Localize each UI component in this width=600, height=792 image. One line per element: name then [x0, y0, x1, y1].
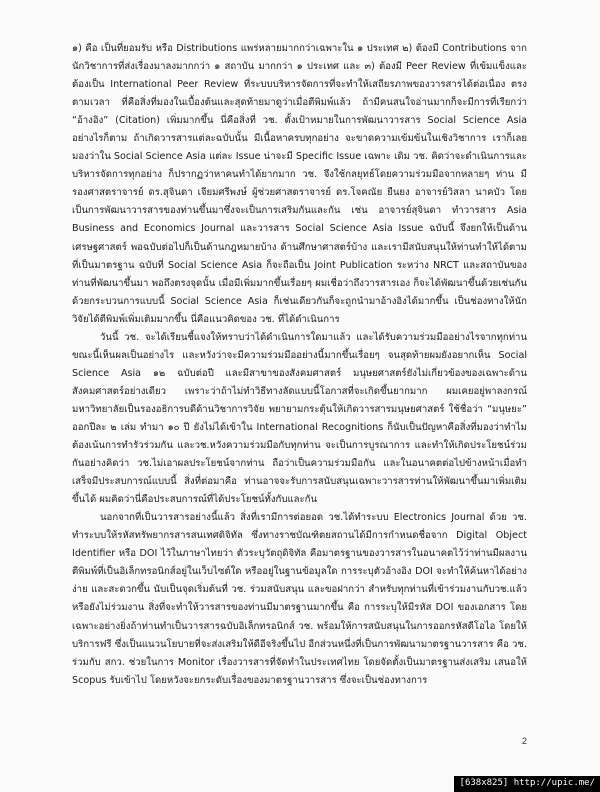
- paragraph-2: วันนี้ วช. จะได้เรียนชี้แจงให้ทราบว่าได้ดำเนินการใดมาแล้ว และได้รับความร่วมมืออย่างไรจากทุกท่าน ขณะนี้เห็นผลเป็นอย่างไร และหวังว่าจะมีความร่วมมืออย่างนี้มากขึ้นเรื่อยๆ จนสุดท้ายผมยังอยากเห็น Social Science Asia ๑๒ ฉบับต่อปี และมีสาขาของสังคมศาสตร์ มนุษยศาสตร์ยังไม่เกี่ยวข้องของเฉพาะด้านสังคมศาสตร์อย่างเดียว เพราะว่าถ้าไม่ทำวิธีทางลัดแบบนี้โอกาสที่จะเกิดขึ้นยากมาก ผมเคยอยู่พาลงกรณ์มหาวิทยาลัยเป็นรองอธิการบดีด้านวิชาการวิจัย พยายามกระตุ้นให้เกิดวารสารมนุษยศาสตร์ ใช้ชื่อว่า “มนุษยะ” ออกปีละ ๒ เล่ม ทำมา ๑๐ ปี ยังไม่ได้เข้าใน International Recognitions ก็นับเป็นปัญหาคือสิ่งที่มองว่าทำไมต้องเน้นการทำรัวร่วมกัน และวช.หวังความร่วมมือกับทุกท่าน จะเป็นการบูรณาการ และทำให้เกิดประโยชน์ร่วมกันอย่างคิดว่า วช.ไม่เอาผลประโยชน์จากท่าน ถือว่าเป็นความร่วมมือกัน และในอนาคตต่อไปข้างหน้าเมื่อทำเสร็จมีประสบการณ์แบบนี้ สิ่งที่ต่อมาคือ ท่านอาจจะรับการสนับสนุนเฉพาะวารสารท่านให้พัฒนาขึ้นมาเพิ่มเติมขึ้นได้ ผมคิดว่านี่คือประสบการณ์ที่ได้ประโยชน์ทั้งกับและกัน: [72, 331, 527, 506]
- paragraph-3: นอกจากที่เป็นวารสารอย่างนี้แล้ว สิ่งที่เรามีการต่อยอด วช.ได้ทำระบบ Electronics Journal ด้วย วช. ทำระบบให้รหัสทรัพยากรสารสนเทศดิจิทัล ซึ่งทางราชบัณฑิตยสถานได้มีการกำหนดชื่อจาก Digital Object Identifier หรือ DOI ไว้ในภาษาไทยว่า ตัวระบุวัตถุดิจิทัล คือมาตรฐานของวารสารในอนาคตไว้ว่าท่านมีผลงานตีพิมพ์ที่เป็นอิเล็กทรอนิกส์อยู่ในเว็บไซต์ใด หรืออยู่ในฐานข้อมูลใด การระบุตัวอ้างอิง DOI จะทำให้ค้นหาได้อย่างง่าย และสะดวกขึ้น นับเป็นจุดเริ่มต้นที่ วช. ร่วมสนับสนุน และขอฝากว่า สำหรับทุกท่านที่เข้าร่วมงานกับวช.แล้ว หรือยังไม่ร่วมงาน สิ่งที่จะทำให้วารสารของท่านมีมาตรฐานมากขึ้น คือ การระบุให้มีรหัส DOI ของเอกสาร โดยเฉพาะอย่างยิ่งถ้าท่านทำเป็นวารสารฉบับอิเล็กทรอนิกส์ วช. พร้อมให้การสนับสนุนในการออกรหัสดีโอไอ โดยให้บริการฟรี ซึ่งเป็นแนวนโยบายที่จะส่งเสริมให้ดีอีจริงขึ้นไป อีกส่วนหนึ่งที่เป็นการพัฒนามาตรฐานวารสาร คือ วช. ร่วมกับ สกว. ช่วยในการ Monitor เรื่องวารสารที่จัดทำในประเทศไทย โดยจัดตั้งเป็นมาตรฐานส่งเสริม เสนอให้ Scopus รับเข้าไป โดยหวังจะยกระดับเรื่องของมาตรฐานวารสาร ซึ่งจะเป็นช่องทางการ: [72, 512, 527, 686]
- page-number: 2: [522, 736, 528, 746]
- body-text: [72, 40, 527, 690]
- paragraph-1: ๑) คือ เป็นที่ยอมรับ หรือ Distributions แพร่หลายมากกว่าเฉพาะใน ๑ ประเทศ ๒) ต้องมี Contributions จากนักวิชาการที่ส่งเรื่องมาลงมากกว่า ๑ สถาบัน มากกว่า ๑ ประเทศ และ ๓) ต้องมี Peer Review ที่เข้มแข็งและต้องเป็น International Peer Review ที่ระบบบริหารจัดการที่จะทำให้เสถียรภาพของวารสารได้ต่อเนื่อง ตรงตามเวลา ที่คือสิ่งที่มองในเบื้องต้นและสุดท้ายมาดูว่าเมื่อตีพิมพ์แล้ว ถ้ามีคนสนใจอ่านมากก็จะมีการที่เรียกว่า “อ้างอิง” (Citation) เพิ่มมากขึ้น นี่คือสิ่งที่ วช. ตั้งเป้าหมายในการพัฒนาวารสาร Social Science Asia อย่างไรก็ตาม ถ้าเกิดวารสารแต่ละฉบับนั้น มีเนื้อหาครบทุกอย่าง จะขาดความเข้มข้นในเชิงวิชาการ เราก็เลยมองว่าใน Social Science Asia แต่ละ Issue น่าจะมี Specific Issue เฉพาะ เดิม วช. คิดว่าจะดำเนินการและบริหารจัดการทุกอย่าง ก็ปรากฏว่าหาคนทำได้ยากมาก วช. จึงใช้กลยุทธ์โดยความร่วมมือจากหลายๆ ท่าน มี รองศาสตราจารย์ ดร.สุจินดา เจียมศรีพงษ์ ผู้ช่วยศาสตราจารย์ ดร.โจคณัย ยืนยง อาจารย์วิสลา นาคบัว โดยเป็นการพัฒนาวารสารของท่านขึ้นมาซึ่งจะเป็นการเสริมกันและกัน เช่น อาจารย์สุจินดา ทำวารสาร Asia Business and Economics Journal และวารสาร Social Science Asia Issue ฉบับนี้ จึงยกให้เป็นด้านเศรษฐศาสตร์ พอฉบับต่อไปก็เป็นด้านกฎหมายบ้าง ด้านศึกษาศาสตร์บ้าง และเรามีสนับสนุนให้ท่านทำให้ได้ตามที่เป็นมาตรฐาน ฉบับที่ Social Science Asia ก็จะถือเป็น Joint Publication ระหว่าง NRCT และสถาบันของท่านที่พัฒนาขึ้นมา พอถึงตรงจุดนั้น เมื่อมีเพิ่มมากขึ้นเรื่อยๆ ผมเชื่อว่าถึงวารสารเอง ก็จะได้พัฒนาขึ้นด้วยเช่นกัน ด้วยกระบวนการแบบนี้ Social Science Asia ก็เช่นเดียวกันก็จะถูกนำมาอ้างอิงได้มากขึ้น เป็นช่องทางให้นักวิจัยได้ตีพิมพ์เพิ่มเติมมากขึ้น นี่คือแนวคิดของ วช. ที่ได้ดำเนินการ: [72, 43, 527, 325]
- image-host-watermark: [638x825] http://upic.me/: [454, 776, 600, 792]
